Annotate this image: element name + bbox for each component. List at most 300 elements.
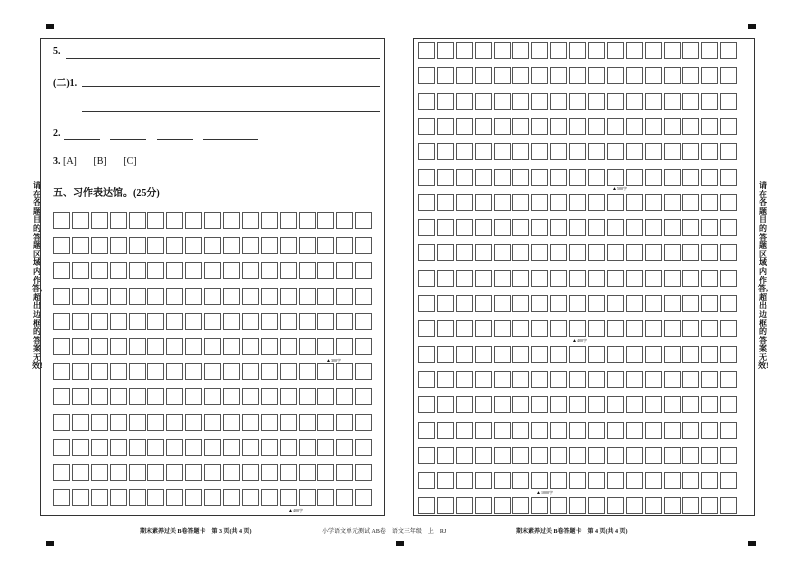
grid-cell[interactable] <box>664 194 681 211</box>
grid-cell[interactable] <box>355 212 372 229</box>
grid-cell[interactable] <box>645 219 662 236</box>
grid-cell[interactable] <box>437 396 454 413</box>
grid-cell[interactable] <box>261 414 278 431</box>
grid-cell[interactable] <box>626 244 643 261</box>
grid-cell[interactable] <box>701 472 718 489</box>
grid-cell[interactable] <box>720 143 737 160</box>
grid-cell[interactable] <box>569 42 586 59</box>
grid-cell[interactable] <box>147 212 164 229</box>
grid-cell[interactable] <box>261 313 278 330</box>
grid-cell[interactable] <box>645 396 662 413</box>
grid-cell[interactable] <box>701 447 718 464</box>
grid-cell[interactable] <box>242 313 259 330</box>
grid-cell[interactable] <box>531 371 548 388</box>
grid-cell[interactable] <box>569 93 586 110</box>
grid-cell[interactable] <box>569 169 586 186</box>
grid-cell[interactable] <box>531 118 548 135</box>
grid-cell[interactable] <box>336 212 353 229</box>
grid-cell[interactable] <box>475 371 492 388</box>
grid-cell[interactable] <box>664 396 681 413</box>
grid-cell[interactable] <box>645 497 662 514</box>
grid-cell[interactable] <box>317 489 334 506</box>
grid-cell[interactable] <box>494 93 511 110</box>
grid-cell[interactable] <box>129 262 146 279</box>
grid-cell[interactable] <box>456 67 473 84</box>
grid-cell[interactable] <box>166 237 183 254</box>
grid-cell[interactable] <box>418 270 435 287</box>
grid-cell[interactable] <box>110 338 127 355</box>
grid-cell[interactable] <box>456 143 473 160</box>
grid-cell[interactable] <box>588 42 605 59</box>
grid-cell[interactable] <box>720 270 737 287</box>
grid-cell[interactable] <box>223 363 240 380</box>
grid-cell[interactable] <box>185 313 202 330</box>
grid-cell[interactable] <box>569 219 586 236</box>
grid-cell[interactable] <box>91 439 108 456</box>
grid-cell[interactable] <box>626 447 643 464</box>
grid-cell[interactable] <box>280 237 297 254</box>
grid-cell[interactable] <box>456 396 473 413</box>
grid-cell[interactable] <box>720 396 737 413</box>
grid-cell[interactable] <box>588 244 605 261</box>
grid-cell[interactable] <box>645 93 662 110</box>
grid-cell[interactable] <box>147 288 164 305</box>
grid-cell[interactable] <box>456 447 473 464</box>
grid-cell[interactable] <box>166 262 183 279</box>
grid-cell[interactable] <box>626 194 643 211</box>
grid-cell[interactable] <box>475 497 492 514</box>
grid-cell[interactable] <box>72 439 89 456</box>
grid-cell[interactable] <box>607 371 624 388</box>
grid-cell[interactable] <box>147 262 164 279</box>
grid-cell[interactable] <box>550 472 567 489</box>
grid-cell[interactable] <box>607 320 624 337</box>
grid-cell[interactable] <box>588 118 605 135</box>
grid-cell[interactable] <box>299 338 316 355</box>
grid-cell[interactable] <box>607 143 624 160</box>
grid-cell[interactable] <box>91 212 108 229</box>
grid-cell[interactable] <box>91 288 108 305</box>
grid-cell[interactable] <box>129 212 146 229</box>
grid-cell[interactable] <box>550 143 567 160</box>
grid-cell[interactable] <box>147 414 164 431</box>
grid-cell[interactable] <box>185 489 202 506</box>
grid-cell[interactable] <box>91 338 108 355</box>
grid-cell[interactable] <box>701 219 718 236</box>
grid-cell[interactable] <box>299 464 316 481</box>
grid-cell[interactable] <box>223 288 240 305</box>
grid-cell[interactable] <box>110 439 127 456</box>
grid-cell[interactable] <box>280 414 297 431</box>
grid-cell[interactable] <box>147 338 164 355</box>
grid-cell[interactable] <box>185 464 202 481</box>
grid-cell[interactable] <box>261 489 278 506</box>
grid-cell[interactable] <box>588 143 605 160</box>
grid-cell[interactable] <box>701 194 718 211</box>
grid-cell[interactable] <box>204 262 221 279</box>
grid-cell[interactable] <box>129 288 146 305</box>
grid-cell[interactable] <box>336 338 353 355</box>
grid-cell[interactable] <box>550 422 567 439</box>
grid-cell[interactable] <box>147 237 164 254</box>
grid-cell[interactable] <box>456 194 473 211</box>
grid-cell[interactable] <box>682 143 699 160</box>
grid-cell[interactable] <box>418 497 435 514</box>
grid-cell[interactable] <box>317 388 334 405</box>
grid-cell[interactable] <box>607 295 624 312</box>
grid-cell[interactable] <box>682 320 699 337</box>
grid-cell[interactable] <box>550 219 567 236</box>
grid-cell[interactable] <box>607 472 624 489</box>
grid-cell[interactable] <box>569 320 586 337</box>
grid-cell[interactable] <box>456 320 473 337</box>
grid-cell[interactable] <box>185 439 202 456</box>
grid-cell[interactable] <box>512 346 529 363</box>
grid-cell[interactable] <box>204 338 221 355</box>
grid-cell[interactable] <box>645 346 662 363</box>
grid-cell[interactable] <box>475 169 492 186</box>
grid-cell[interactable] <box>166 414 183 431</box>
grid-cell[interactable] <box>569 67 586 84</box>
grid-cell[interactable] <box>261 288 278 305</box>
grid-cell[interactable] <box>336 237 353 254</box>
grid-cell[interactable] <box>129 237 146 254</box>
grid-cell[interactable] <box>91 464 108 481</box>
grid-cell[interactable] <box>437 320 454 337</box>
grid-cell[interactable] <box>456 472 473 489</box>
grid-cell[interactable] <box>588 396 605 413</box>
grid-cell[interactable] <box>607 447 624 464</box>
grid-cell[interactable] <box>512 219 529 236</box>
grid-cell[interactable] <box>512 42 529 59</box>
grid-cell[interactable] <box>569 497 586 514</box>
grid-cell[interactable] <box>261 212 278 229</box>
grid-cell[interactable] <box>720 93 737 110</box>
grid-cell[interactable] <box>569 371 586 388</box>
grid-cell[interactable] <box>701 396 718 413</box>
grid-cell[interactable] <box>682 447 699 464</box>
grid-cell[interactable] <box>588 93 605 110</box>
grid-cell[interactable] <box>701 320 718 337</box>
grid-cell[interactable] <box>204 288 221 305</box>
grid-cell[interactable] <box>110 363 127 380</box>
grid-cell[interactable] <box>72 464 89 481</box>
grid-cell[interactable] <box>280 464 297 481</box>
grid-cell[interactable] <box>299 388 316 405</box>
grid-cell[interactable] <box>110 313 127 330</box>
grid-cell[interactable] <box>550 244 567 261</box>
grid-cell[interactable] <box>456 371 473 388</box>
grid-cell[interactable] <box>280 262 297 279</box>
grid-cell[interactable] <box>701 169 718 186</box>
grid-cell[interactable] <box>355 363 372 380</box>
grid-cell[interactable] <box>720 42 737 59</box>
grid-cell[interactable] <box>645 270 662 287</box>
grid-cell[interactable] <box>91 262 108 279</box>
grid-cell[interactable] <box>682 270 699 287</box>
grid-cell[interactable] <box>317 212 334 229</box>
grid-cell[interactable] <box>626 422 643 439</box>
grid-cell[interactable] <box>418 472 435 489</box>
grid-cell[interactable] <box>645 244 662 261</box>
grid-cell[interactable] <box>355 288 372 305</box>
grid-cell[interactable] <box>437 422 454 439</box>
grid-cell[interactable] <box>494 143 511 160</box>
grid-cell[interactable] <box>280 439 297 456</box>
grid-cell[interactable] <box>588 67 605 84</box>
grid-cell[interactable] <box>607 219 624 236</box>
grid-cell[interactable] <box>418 42 435 59</box>
grid-cell[interactable] <box>91 237 108 254</box>
grid-cell[interactable] <box>185 237 202 254</box>
grid-cell[interactable] <box>664 295 681 312</box>
grid-cell[interactable] <box>317 313 334 330</box>
grid-cell[interactable] <box>223 439 240 456</box>
grid-cell[interactable] <box>531 219 548 236</box>
grid-cell[interactable] <box>242 414 259 431</box>
grid-cell[interactable] <box>494 219 511 236</box>
grid-cell[interactable] <box>682 169 699 186</box>
grid-cell[interactable] <box>531 295 548 312</box>
grid-cell[interactable] <box>53 439 70 456</box>
grid-cell[interactable] <box>355 439 372 456</box>
grid-cell[interactable] <box>299 439 316 456</box>
grid-cell[interactable] <box>607 244 624 261</box>
grid-cell[interactable] <box>720 244 737 261</box>
grid-cell[interactable] <box>626 472 643 489</box>
grid-cell[interactable] <box>550 371 567 388</box>
grid-cell[interactable] <box>531 67 548 84</box>
grid-cell[interactable] <box>53 237 70 254</box>
grid-cell[interactable] <box>607 42 624 59</box>
grid-cell[interactable] <box>664 422 681 439</box>
grid-cell[interactable] <box>494 472 511 489</box>
grid-cell[interactable] <box>185 212 202 229</box>
grid-cell[interactable] <box>185 363 202 380</box>
grid-cell[interactable] <box>336 439 353 456</box>
grid-cell[interactable] <box>701 270 718 287</box>
grid-cell[interactable] <box>720 447 737 464</box>
grid-cell[interactable] <box>664 371 681 388</box>
grid-cell[interactable] <box>531 320 548 337</box>
grid-cell[interactable] <box>280 363 297 380</box>
grid-cell[interactable] <box>682 396 699 413</box>
grid-cell[interactable] <box>626 169 643 186</box>
grid-cell[interactable] <box>204 363 221 380</box>
grid-cell[interactable] <box>569 346 586 363</box>
grid-cell[interactable] <box>720 371 737 388</box>
grid-cell[interactable] <box>550 42 567 59</box>
grid-cell[interactable] <box>550 447 567 464</box>
grid-cell[interactable] <box>261 464 278 481</box>
grid-cell[interactable] <box>53 489 70 506</box>
grid-cell[interactable] <box>129 313 146 330</box>
grid-cell[interactable] <box>418 422 435 439</box>
grid-cell[interactable] <box>242 363 259 380</box>
grid-cell[interactable] <box>437 371 454 388</box>
grid-cell[interactable] <box>280 338 297 355</box>
grid-cell[interactable] <box>110 288 127 305</box>
grid-cell[interactable] <box>475 194 492 211</box>
grid-cell[interactable] <box>664 93 681 110</box>
grid-cell[interactable] <box>261 388 278 405</box>
grid-cell[interactable] <box>129 363 146 380</box>
grid-cell[interactable] <box>418 143 435 160</box>
grid-cell[interactable] <box>437 169 454 186</box>
grid-cell[interactable] <box>261 439 278 456</box>
grid-cell[interactable] <box>588 219 605 236</box>
grid-cell[interactable] <box>456 93 473 110</box>
grid-cell[interactable] <box>682 219 699 236</box>
grid-cell[interactable] <box>418 396 435 413</box>
grid-cell[interactable] <box>664 219 681 236</box>
grid-cell[interactable] <box>475 67 492 84</box>
grid-cell[interactable] <box>456 270 473 287</box>
grid-cell[interactable] <box>355 464 372 481</box>
grid-cell[interactable] <box>701 67 718 84</box>
grid-cell[interactable] <box>336 489 353 506</box>
question-2-1-answer-line[interactable] <box>82 86 380 87</box>
grid-cell[interactable] <box>550 346 567 363</box>
grid-cell[interactable] <box>437 118 454 135</box>
grid-cell[interactable] <box>645 422 662 439</box>
grid-cell[interactable] <box>317 414 334 431</box>
grid-cell[interactable] <box>494 295 511 312</box>
grid-cell[interactable] <box>664 346 681 363</box>
grid-cell[interactable] <box>569 244 586 261</box>
grid-cell[interactable] <box>147 464 164 481</box>
grid-cell[interactable] <box>494 67 511 84</box>
grid-cell[interactable] <box>317 262 334 279</box>
grid-cell[interactable] <box>53 414 70 431</box>
grid-cell[interactable] <box>204 388 221 405</box>
option-c[interactable]: [C] <box>123 156 137 167</box>
grid-cell[interactable] <box>242 439 259 456</box>
grid-cell[interactable] <box>437 219 454 236</box>
grid-cell[interactable] <box>437 93 454 110</box>
grid-cell[interactable] <box>456 169 473 186</box>
grid-cell[interactable] <box>645 447 662 464</box>
grid-cell[interactable] <box>456 295 473 312</box>
grid-cell[interactable] <box>242 237 259 254</box>
grid-cell[interactable] <box>223 212 240 229</box>
grid-cell[interactable] <box>664 472 681 489</box>
grid-cell[interactable] <box>418 219 435 236</box>
grid-cell[interactable] <box>204 464 221 481</box>
grid-cell[interactable] <box>317 237 334 254</box>
grid-cell[interactable] <box>299 237 316 254</box>
grid-cell[interactable] <box>512 447 529 464</box>
question-2-blank-3[interactable] <box>157 139 193 140</box>
grid-cell[interactable] <box>550 497 567 514</box>
grid-cell[interactable] <box>242 338 259 355</box>
grid-cell[interactable] <box>512 396 529 413</box>
grid-cell[interactable] <box>588 169 605 186</box>
grid-cell[interactable] <box>512 93 529 110</box>
grid-cell[interactable] <box>336 363 353 380</box>
grid-cell[interactable] <box>475 270 492 287</box>
grid-cell[interactable] <box>204 313 221 330</box>
grid-cell[interactable] <box>299 262 316 279</box>
grid-cell[interactable] <box>494 422 511 439</box>
grid-cell[interactable] <box>550 67 567 84</box>
grid-cell[interactable] <box>701 93 718 110</box>
grid-cell[interactable] <box>607 169 624 186</box>
grid-cell[interactable] <box>645 143 662 160</box>
grid-cell[interactable] <box>110 489 127 506</box>
grid-cell[interactable] <box>166 363 183 380</box>
grid-cell[interactable] <box>147 489 164 506</box>
grid-cell[interactable] <box>664 320 681 337</box>
grid-cell[interactable] <box>475 346 492 363</box>
grid-cell[interactable] <box>588 270 605 287</box>
grid-cell[interactable] <box>720 67 737 84</box>
grid-cell[interactable] <box>91 388 108 405</box>
grid-cell[interactable] <box>129 338 146 355</box>
grid-cell[interactable] <box>512 320 529 337</box>
grid-cell[interactable] <box>204 414 221 431</box>
grid-cell[interactable] <box>437 497 454 514</box>
grid-cell[interactable] <box>72 262 89 279</box>
grid-cell[interactable] <box>418 169 435 186</box>
grid-cell[interactable] <box>336 464 353 481</box>
grid-cell[interactable] <box>550 194 567 211</box>
grid-cell[interactable] <box>720 118 737 135</box>
grid-cell[interactable] <box>645 67 662 84</box>
grid-cell[interactable] <box>494 396 511 413</box>
grid-cell[interactable] <box>682 67 699 84</box>
grid-cell[interactable] <box>664 244 681 261</box>
grid-cell[interactable] <box>588 346 605 363</box>
grid-cell[interactable] <box>475 422 492 439</box>
grid-cell[interactable] <box>664 67 681 84</box>
grid-cell[interactable] <box>664 447 681 464</box>
grid-cell[interactable] <box>418 244 435 261</box>
grid-cell[interactable] <box>607 422 624 439</box>
grid-cell[interactable] <box>588 472 605 489</box>
grid-cell[interactable] <box>72 313 89 330</box>
grid-cell[interactable] <box>682 371 699 388</box>
grid-cell[interactable] <box>336 313 353 330</box>
grid-cell[interactable] <box>512 244 529 261</box>
grid-cell[interactable] <box>682 118 699 135</box>
grid-cell[interactable] <box>53 262 70 279</box>
grid-cell[interactable] <box>53 212 70 229</box>
grid-cell[interactable] <box>185 262 202 279</box>
grid-cell[interactable] <box>437 270 454 287</box>
grid-cell[interactable] <box>531 346 548 363</box>
grid-cell[interactable] <box>512 497 529 514</box>
grid-cell[interactable] <box>550 320 567 337</box>
grid-cell[interactable] <box>607 118 624 135</box>
grid-cell[interactable] <box>91 414 108 431</box>
grid-cell[interactable] <box>204 489 221 506</box>
grid-cell[interactable] <box>569 396 586 413</box>
question-2-blank-1[interactable] <box>64 139 100 140</box>
grid-cell[interactable] <box>317 288 334 305</box>
grid-cell[interactable] <box>512 422 529 439</box>
grid-cell[interactable] <box>531 143 548 160</box>
grid-cell[interactable] <box>588 447 605 464</box>
grid-cell[interactable] <box>185 388 202 405</box>
grid-cell[interactable] <box>531 497 548 514</box>
grid-cell[interactable] <box>204 212 221 229</box>
grid-cell[interactable] <box>317 439 334 456</box>
grid-cell[interactable] <box>569 118 586 135</box>
grid-cell[interactable] <box>569 194 586 211</box>
grid-cell[interactable] <box>626 67 643 84</box>
grid-cell[interactable] <box>110 388 127 405</box>
